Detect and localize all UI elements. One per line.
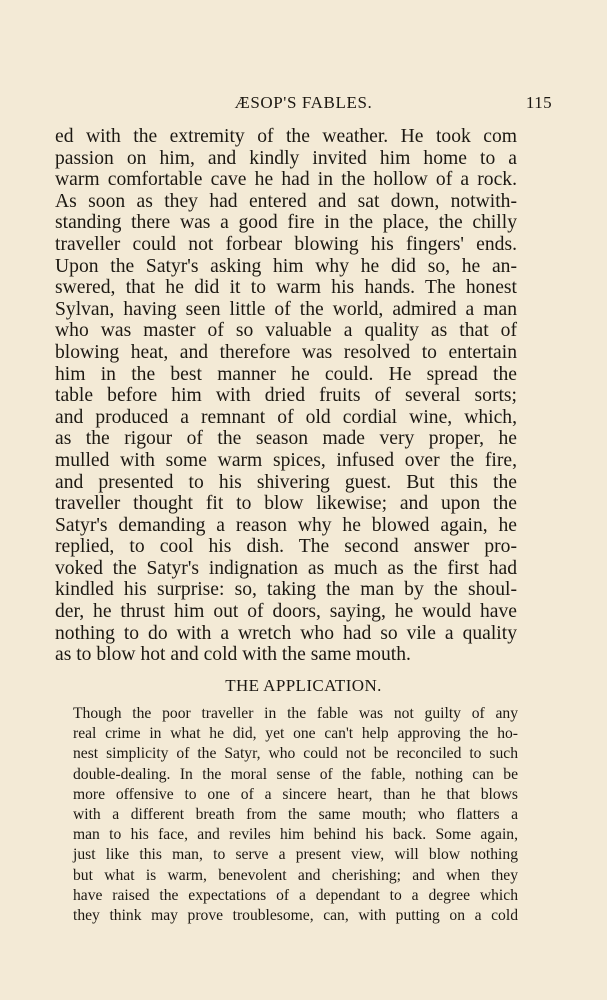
body-line: Sylvan, having seen little of the world, admired a man bbox=[55, 298, 517, 320]
body-line: traveller thought fit to blow likewise; and upon the bbox=[55, 493, 517, 515]
body-line: nothing to do with a wretch who had so vile a quality bbox=[55, 622, 517, 644]
application-line: real crime in what he did, yet one can't help approving the ho- bbox=[73, 725, 518, 743]
body-line: passion on him, and kindly invited him home to a bbox=[55, 147, 517, 169]
application-line: they think may prove troublesome, can, with putting on a cold bbox=[73, 906, 518, 924]
application-line: man to his face, and reviles him behind his back. Some again, bbox=[73, 826, 518, 844]
body-line: replied, to cool his dish. The second answer pro- bbox=[55, 536, 517, 558]
body-line: warm comfortable cave he had in the hollow of a rock. bbox=[55, 169, 517, 191]
application-line: double-dealing. In the moral sense of the fable, nothing can be bbox=[73, 765, 518, 783]
body-line: traveller could not forbear blowing his fingers' ends. bbox=[55, 233, 517, 255]
application-line: just like this man, to serve a present view, will blow nothing bbox=[73, 846, 518, 864]
body-line: as the rigour of the season made very proper, he bbox=[55, 428, 517, 450]
body-line: him in the best manner he could. He spread the bbox=[55, 363, 517, 385]
body-line: who was master of so valuable a quality as that of bbox=[55, 320, 517, 342]
running-title: ÆSOP'S FABLES. bbox=[234, 93, 373, 112]
body-line: voked the Satyr's indignation as much as the first had bbox=[55, 557, 517, 579]
body-line: mulled with some warm spices, infused over the fire, bbox=[55, 449, 517, 471]
page-number: 115 bbox=[525, 93, 552, 112]
body-line: Upon the Satyr's asking him why he did so, he an- bbox=[55, 255, 517, 277]
body-line: Satyr's demanding a reason why he blowed again, he bbox=[55, 514, 517, 536]
application-heading: THE APPLICATION. bbox=[225, 676, 382, 695]
body-line: standing there was a good fire in the place, the chilly bbox=[55, 212, 517, 234]
fable-body-text bbox=[55, 126, 517, 666]
body-line: der, he thrust him out of doors, saying, he would have bbox=[55, 601, 517, 623]
body-line: and presented to his shivering guest. But this the bbox=[55, 471, 517, 493]
body-line: ed with the extremity of the weather. He took com bbox=[55, 126, 517, 147]
application-line: have raised the expectations of a dependant to a degree which bbox=[73, 886, 518, 904]
body-line: kindled his surprise: so, taking the man by the shoul- bbox=[55, 579, 517, 601]
application-text bbox=[73, 704, 518, 926]
body-line: As soon as they had entered and sat down, notwith- bbox=[55, 190, 517, 212]
body-line: table before him with dried fruits of several sorts; bbox=[55, 385, 517, 407]
application-line: but what is warm, benevolent and cherishing; and when they bbox=[73, 866, 518, 884]
running-head bbox=[0, 93, 607, 115]
body-line: blowing heat, and therefore was resolved to entertain bbox=[55, 341, 517, 363]
application-line: Though the poor traveller in the fable was not guilty of any bbox=[73, 705, 518, 722]
body-line: as to blow hot and cold with the same mouth. bbox=[55, 644, 411, 666]
application-line: with a different breath from the same mouth; who flatters a bbox=[73, 805, 518, 823]
body-line: swered, that he did it to warm his hands. The honest bbox=[55, 277, 517, 299]
application-line: more offensive to one of a sincere heart, than he that blows bbox=[73, 785, 518, 803]
application-line: nest simplicity of the Satyr, who could not be reconciled to such bbox=[73, 745, 518, 763]
body-line: and produced a remnant of old cordial wine, which, bbox=[55, 406, 517, 428]
